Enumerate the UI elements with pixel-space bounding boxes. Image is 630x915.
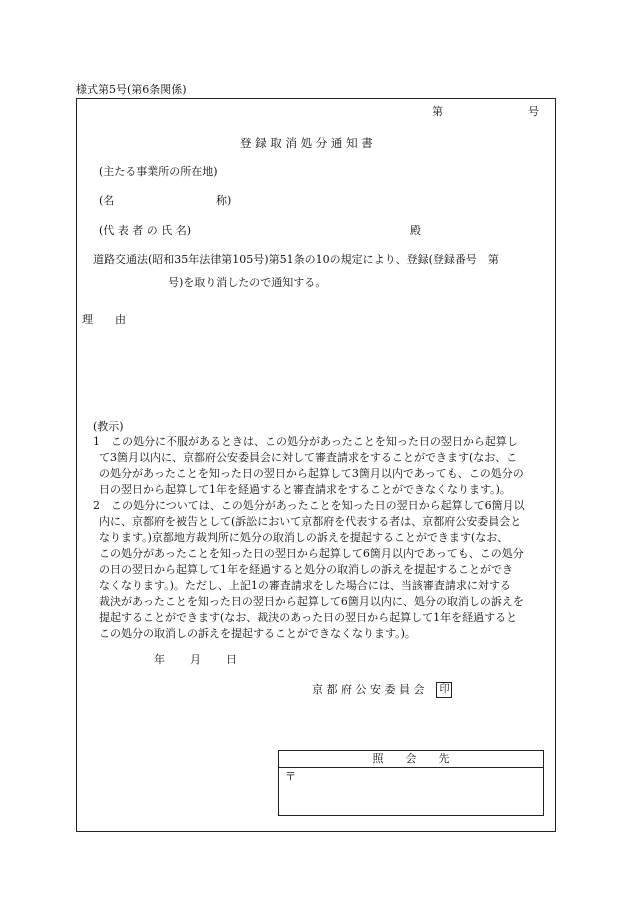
reason-label: 理 由 (82, 313, 126, 326)
name-label-left: (名 (99, 194, 115, 207)
number-prefix: 第 (432, 105, 443, 118)
representative-label: (代 表 者 の 氏 名) (99, 224, 192, 237)
instruction-item-1-line-4: 日の翌日から起算して1年を経過すると審査請求をすることができなくなります。)。 (99, 483, 511, 496)
instruction-item-2-line-5: の日の翌日から起算して1年を経過すると処分の取消しの訴えを提起することができ (99, 563, 513, 576)
form-label: 様式第5号(第6条関係) (76, 83, 187, 96)
instruction-item-1-line-3: の処分があったことを知った日の翌日から起算して3箇月以内であっても、この処分の (99, 467, 524, 480)
date-year: 年 (154, 653, 165, 666)
instruction-item-2-line-4: この処分があったことを知った日の翌日から起算して6箇月以内であっても、この処分 (99, 547, 524, 560)
instruction-item-1-line-1: 1 この処分に不服があるときは、この処分があったことを知った日の翌日から起算し (93, 435, 518, 448)
instruction-item-2-line-6: なくなります。)。ただし、上記1の審査請求をした場合には、当該審査請求に対する (99, 579, 511, 592)
issuer-name: 京 都 府 公 安 委 員 会 (312, 683, 425, 696)
number-suffix: 号 (528, 105, 539, 118)
name-label-right: 称) (216, 194, 232, 207)
seal-mark: 印 (436, 682, 452, 698)
instruction-heading: (教示) (93, 420, 124, 433)
issuer-line (312, 682, 452, 698)
reference-box (278, 750, 544, 816)
office-address-label: (主たる事業所の所在地) (99, 165, 218, 178)
notice-line-2: 号)を取り消したので通知する。 (168, 276, 327, 289)
honorific: 殿 (410, 224, 421, 237)
instruction-item-2-line-8: 提起することができます(なお、裁決のあった日の翌日から起算して1年を経過すると (99, 611, 518, 624)
reference-heading: 照 会 先 (279, 751, 543, 768)
instruction-item-2-line-9: この処分の取消しの訴えを提起することができなくなります。)。 (99, 627, 416, 640)
instruction-item-1-line-2: て3箇月以内に、京都府公安委員会に対して審査請求をすることができます(なお、こ (99, 451, 518, 464)
instruction-item-2-line-1: 2 この処分については、この処分があったことを知った日の翌日から起算して6箇月以 (93, 499, 525, 512)
instruction-item-2-line-3: なります。)京都地方裁判所に処分の取消しの訴えを提起することができます(なお、 (99, 531, 509, 544)
document-title: 登 録 取 消 処 分 通 知 書 (240, 136, 373, 150)
notice-line-1: 道路交通法(昭和35年法律第105号)第51条の10の規定により、登録(登録番号 第 (93, 253, 499, 266)
date-day: 日 (226, 653, 237, 666)
date-month: 月 (190, 653, 201, 666)
instruction-item-2-line-7: 裁決があったことを知った日の翌日から起算して6箇月以内に、処分の取消しの訴えを (99, 595, 524, 608)
reference-postal-mark: 〒 (285, 770, 296, 783)
instruction-item-2-line-2: 内に、京都府を被告として(訴訟において京都府を代表する者は、京都府公安委員会と (99, 515, 522, 528)
document-frame (76, 98, 556, 832)
